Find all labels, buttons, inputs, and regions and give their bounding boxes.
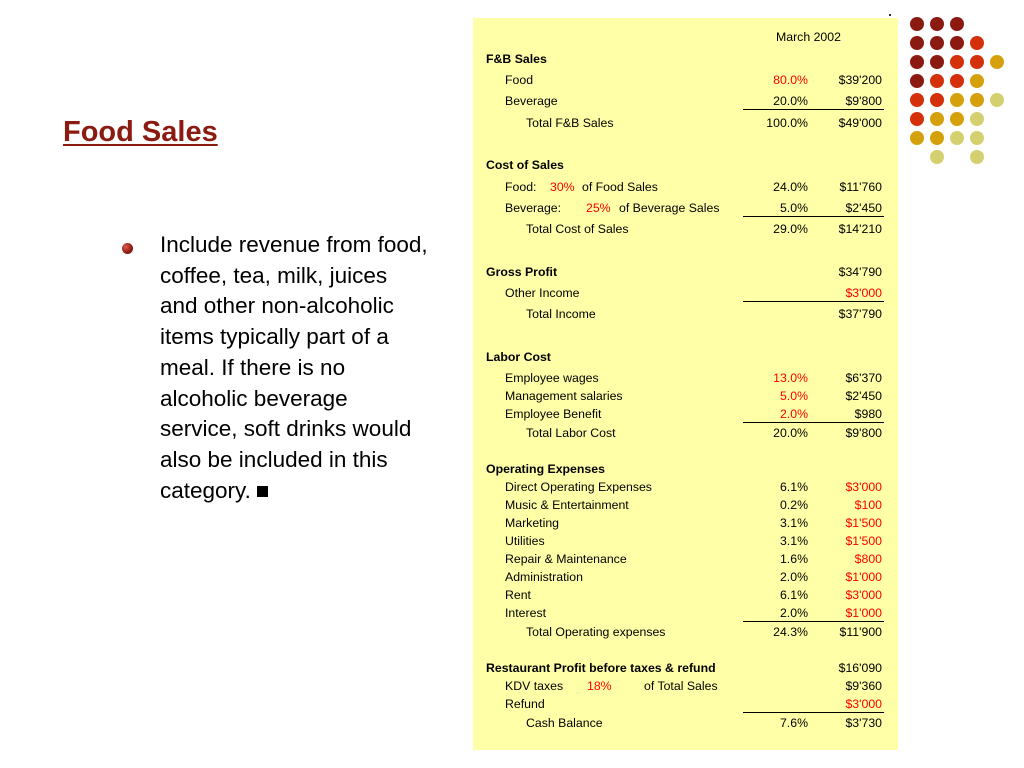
row-label: Refund xyxy=(505,697,545,711)
section-heading xyxy=(473,659,898,677)
total-rule xyxy=(743,216,884,217)
table-row xyxy=(473,405,898,423)
dot xyxy=(950,55,964,69)
row-pct: 20.0% xyxy=(773,94,808,108)
row-amount: $11'900 xyxy=(839,625,882,639)
table-row xyxy=(473,369,898,387)
dot xyxy=(910,93,924,107)
dot xyxy=(930,112,944,126)
row-amount: $800 xyxy=(854,552,882,566)
row-pct: 3.1% xyxy=(779,534,808,548)
row-label: Total Cost of Sales xyxy=(526,222,629,236)
row-label: Cash Balance xyxy=(526,716,603,730)
row-amount: $2'450 xyxy=(845,201,882,215)
dot xyxy=(930,93,944,107)
dot xyxy=(910,131,924,145)
row-label: Interest xyxy=(505,606,547,620)
row-pct: 1.6% xyxy=(779,552,808,566)
row-label: Direct Operating Expenses xyxy=(505,480,652,494)
table-row xyxy=(473,284,898,302)
dot xyxy=(970,93,984,107)
row-label: Beverage: xyxy=(505,201,562,215)
section-heading-label: Restaurant Profit before taxes & refund xyxy=(486,661,716,675)
row-amount: $3'000 xyxy=(845,480,882,494)
row-amount: $3'000 xyxy=(845,697,882,711)
section-heading xyxy=(473,50,898,68)
corner-mark xyxy=(889,14,891,16)
row-rate: 30% xyxy=(550,180,575,194)
row-label: Employee Benefit xyxy=(505,407,602,421)
table-row xyxy=(473,71,898,89)
dot xyxy=(910,112,924,126)
row-label: Total Labor Cost xyxy=(526,426,616,440)
table-row xyxy=(473,604,898,622)
row-amount: $1'000 xyxy=(845,606,882,620)
section-heading-label: Cost of Sales xyxy=(486,158,564,172)
section-heading xyxy=(473,156,898,174)
row-suffix: of Food Sales xyxy=(582,180,658,194)
total-rule xyxy=(743,301,884,302)
row-pct: 6.1% xyxy=(779,480,808,494)
dot xyxy=(930,55,944,69)
row-amount: $6'370 xyxy=(845,371,882,385)
table-row xyxy=(473,387,898,405)
total-row xyxy=(473,623,898,641)
section-heading xyxy=(473,348,898,366)
row-amount: $100 xyxy=(854,498,882,512)
section-heading-label: Operating Expenses xyxy=(486,462,605,476)
table-header-row xyxy=(473,28,898,46)
row-label: Other Income xyxy=(505,286,580,300)
row-amount: $14'210 xyxy=(838,222,882,236)
total-rule xyxy=(743,422,884,423)
row-label: Music & Entertainment xyxy=(505,498,629,512)
row-amount: $3'000 xyxy=(845,588,882,602)
dot xyxy=(930,36,944,50)
section-heading-label: Gross Profit xyxy=(486,265,558,279)
total-row xyxy=(473,220,898,238)
row-label: Food: xyxy=(505,180,537,194)
section-heading-label: F&B Sales xyxy=(486,52,547,66)
dot xyxy=(930,17,944,31)
total-row xyxy=(473,714,898,732)
section-heading xyxy=(473,263,898,281)
row-amount: $11'760 xyxy=(839,180,882,194)
row-pct: 2.0% xyxy=(779,606,808,620)
row-pct: 3.1% xyxy=(779,516,808,530)
bullet-item xyxy=(160,230,430,506)
dot xyxy=(950,36,964,50)
column-header: March 2002 xyxy=(776,30,841,44)
total-row xyxy=(473,114,898,132)
row-pct: 24.0% xyxy=(773,180,808,194)
dot xyxy=(950,74,964,88)
row-label: Food xyxy=(505,73,534,87)
table-row xyxy=(473,478,898,496)
table-row xyxy=(473,586,898,604)
end-square-icon xyxy=(257,486,268,497)
row-amount: $9'800 xyxy=(845,426,882,440)
row-pct: 20.0% xyxy=(773,426,808,440)
row-amount: $3'730 xyxy=(845,716,882,730)
section-heading-label: Labor Cost xyxy=(486,350,551,364)
total-row xyxy=(473,424,898,442)
table-row xyxy=(473,568,898,586)
dot xyxy=(970,112,984,126)
row-label: Management salaries xyxy=(505,389,623,403)
bullet-marker xyxy=(122,243,133,254)
dot xyxy=(930,150,944,164)
row-pct: 2.0% xyxy=(779,407,808,421)
total-rule xyxy=(743,109,884,110)
slide-title: Food Sales xyxy=(63,116,218,148)
row-suffix: of Total Sales xyxy=(644,679,718,693)
table-row xyxy=(473,677,898,695)
decorative-dot-grid xyxy=(906,14,1016,164)
section-heading xyxy=(473,460,898,478)
table-row xyxy=(473,496,898,514)
row-amount: $3'000 xyxy=(845,286,882,300)
row-label: Administration xyxy=(505,570,583,584)
dot xyxy=(970,74,984,88)
row-amount: $37'790 xyxy=(838,307,882,321)
row-pct: 6.1% xyxy=(779,588,808,602)
row-amount: $34'790 xyxy=(838,265,882,279)
table-row xyxy=(473,199,898,217)
financial-table xyxy=(473,18,898,750)
row-amount: $2'450 xyxy=(845,389,882,403)
table-row xyxy=(473,178,898,196)
row-rate: 25% xyxy=(586,201,611,215)
row-amount: $1'000 xyxy=(845,570,882,584)
row-pct: 5.0% xyxy=(779,389,808,403)
dot xyxy=(970,55,984,69)
row-pct: 24.3% xyxy=(773,625,808,639)
dot xyxy=(950,17,964,31)
row-amount: $39'200 xyxy=(838,73,882,87)
table-row xyxy=(473,92,898,110)
row-amount: $1'500 xyxy=(845,534,882,548)
row-pct: 80.0% xyxy=(773,73,808,87)
dot xyxy=(970,36,984,50)
row-label: Total F&B Sales xyxy=(526,116,614,130)
row-amount: $49'000 xyxy=(838,116,882,130)
row-amount: $980 xyxy=(854,407,882,421)
dot xyxy=(950,93,964,107)
dot xyxy=(970,131,984,145)
table-row xyxy=(473,532,898,550)
table-row xyxy=(473,514,898,532)
row-amount: $16'090 xyxy=(838,661,882,675)
row-label: Beverage xyxy=(505,94,558,108)
row-amount: $9'360 xyxy=(845,679,882,693)
dot xyxy=(990,93,1004,107)
dot xyxy=(910,74,924,88)
dot xyxy=(950,112,964,126)
row-pct: 7.6% xyxy=(779,716,808,730)
table-row xyxy=(473,695,898,713)
dot xyxy=(950,131,964,145)
total-rule xyxy=(743,712,884,713)
dot xyxy=(930,74,944,88)
table-row xyxy=(473,550,898,568)
dot xyxy=(910,55,924,69)
row-amount: $1'500 xyxy=(845,516,882,530)
row-label: KDV taxes xyxy=(505,679,564,693)
dot xyxy=(910,36,924,50)
row-pct: 13.0% xyxy=(773,371,808,385)
dot xyxy=(990,55,1004,69)
row-rate: 18% xyxy=(587,679,612,693)
row-amount: $9'800 xyxy=(845,94,882,108)
row-label: Total Operating expenses xyxy=(526,625,666,639)
total-rule xyxy=(743,621,884,622)
row-pct: 2.0% xyxy=(779,570,808,584)
dot xyxy=(970,150,984,164)
row-pct: 5.0% xyxy=(779,201,808,215)
dot xyxy=(910,17,924,31)
row-label: Total Income xyxy=(526,307,596,321)
total-row xyxy=(473,305,898,323)
dot xyxy=(930,131,944,145)
row-label: Marketing xyxy=(505,516,559,530)
row-pct: 0.2% xyxy=(779,498,808,512)
bullet-text: Include revenue from food, coffee, tea, milk, juices and other non-alcoholic items typically part of a meal. If there is no alcoholic beverage service, soft drinks would also be included in this category. xyxy=(160,232,428,503)
row-label: Utilities xyxy=(505,534,545,548)
row-pct: 100.0% xyxy=(766,116,808,130)
row-label: Rent xyxy=(505,588,531,602)
row-suffix: of Beverage Sales xyxy=(619,201,720,215)
row-label: Employee wages xyxy=(505,371,599,385)
row-pct: 29.0% xyxy=(773,222,808,236)
row-label: Repair & Maintenance xyxy=(505,552,627,566)
